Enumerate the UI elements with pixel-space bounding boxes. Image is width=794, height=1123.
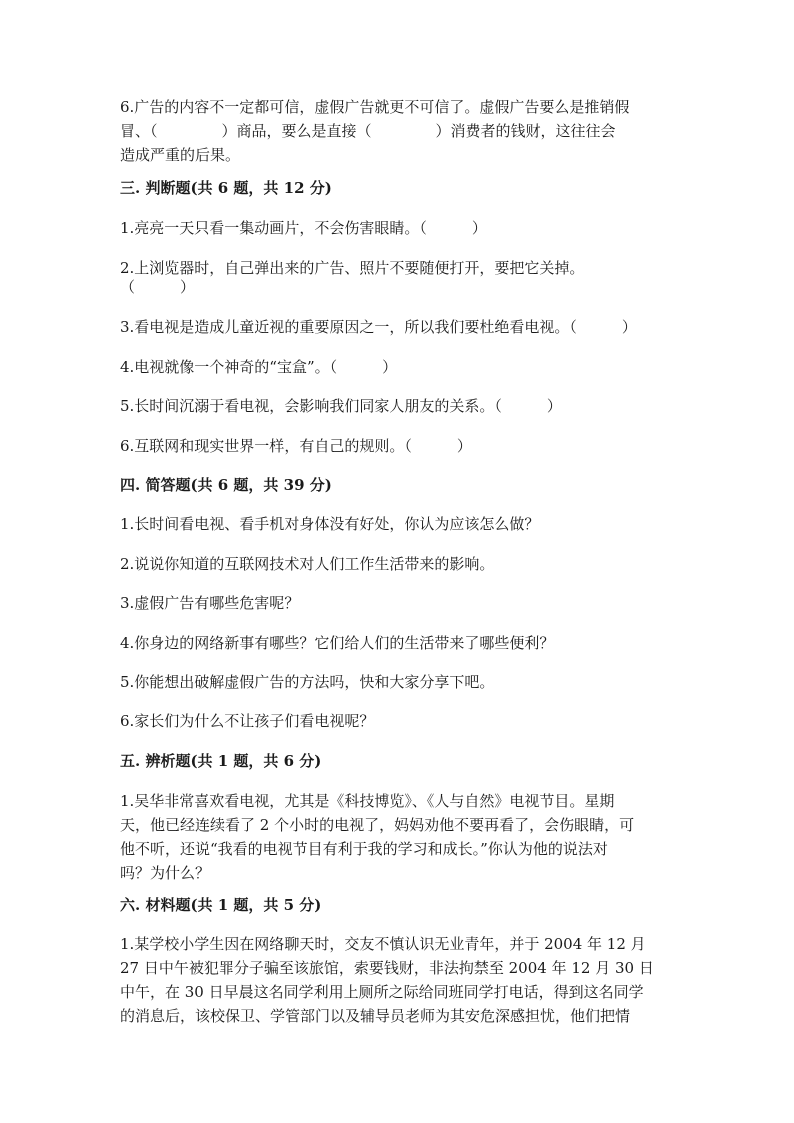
sec4-item-5: 5.你能想出破解虚假广告的方法吗，快和大家分享下吧。: [120, 673, 495, 691]
q6-line-1: 6.广告的内容不一定都可信，虚假广告就更不可信了。虚假广告要么是推销假: [120, 98, 630, 116]
q6-text-a: 冒、（: [120, 122, 158, 140]
sec4-item-4: 4.你身边的网络新事有哪些？它们给人们的生活带来了哪些便利？: [120, 634, 555, 652]
q6-line-3: 造成严重的后果。: [120, 146, 241, 164]
sec6-line-2: 27 日中午被犯罪分子骗至该旅馆，索要钱财，非法拘禁至 2004 年 12 月 30 日: [120, 959, 654, 977]
sec4-item-6: 6.家长们为什么不让孩子们看电视呢？: [120, 712, 375, 730]
sec5-line-4: 吗？为什么？: [120, 864, 211, 882]
sec3-item-3: 3.看电视是造成儿童近视的重要原因之一，所以我们要杜绝看电视。（ ）: [120, 318, 637, 336]
sec3-item-6: 6.互联网和现实世界一样，有自己的规则。（ ）: [120, 437, 472, 455]
sec6-line-3: 中午，在 30 日早晨这名同学利用上厕所之际给同班同学打电话，得到这名同学: [120, 983, 644, 1001]
sec3-item-2: 2.上浏览器时，自己弹出来的广告、照片不要随便打开，要把它关掉。: [120, 259, 585, 277]
sec6-line-4: 的消息后，该校保卫、学管部门以及辅导员老师为其安危深感担忧，他们把情: [120, 1007, 631, 1025]
section-6-title: 六. 材料题(共 1 题，共 5 分): [120, 896, 322, 914]
q6-text-c: ）消费者的钱财，这往往会: [435, 122, 616, 140]
sec3-item-2-blank: （ ）: [120, 278, 196, 296]
sec3-item-4: 4.电视就像一个神奇的“宝盒”。（ ）: [120, 358, 398, 376]
section-5-title: 五. 辨析题(共 1 题，共 6 分): [120, 752, 322, 770]
section-4-title: 四. 简答题(共 6 题，共 39 分): [120, 476, 332, 494]
q6-line-2: [120, 119, 680, 143]
sec3-item-5: 5.长时间沉溺于看电视，会影响我们同家人朋友的关系。（ ）: [120, 397, 562, 415]
sec4-item-2: 2.说说你知道的互联网技术对人们工作生活带来的影响。: [120, 555, 495, 573]
q6-text-b: ）商品，要么是直接（: [221, 122, 372, 140]
sec6-line-1: 1.某学校小学生因在网络聊天时，交友不慎认识无业青年，并于 2004 年 12 月: [120, 935, 646, 953]
sec4-item-1: 1.长时间看电视、看手机对身体没有好处，你认为应该怎么做？: [120, 515, 540, 533]
sec3-item-1: 1.亮亮一天只看一集动画片，不会伤害眼睛。（ ）: [120, 219, 487, 237]
sec5-line-1: 1.吴华非常喜欢看电视，尤其是《科技博览》、《人与自然》电视节目。星期: [120, 792, 615, 810]
sec5-line-3: 他不听，还说“我看的电视节目有利于我的学习和成长。”你认为他的说法对: [120, 840, 608, 858]
section-3-title: 三. 判断题(共 6 题，共 12 分): [120, 179, 332, 197]
sec5-line-2: 天，他已经连续看了 2 个小时的电视了，妈妈劝他不要再看了，会伤眼睛，可: [120, 816, 635, 834]
sec4-item-3: 3.虚假广告有哪些危害呢？: [120, 594, 300, 612]
